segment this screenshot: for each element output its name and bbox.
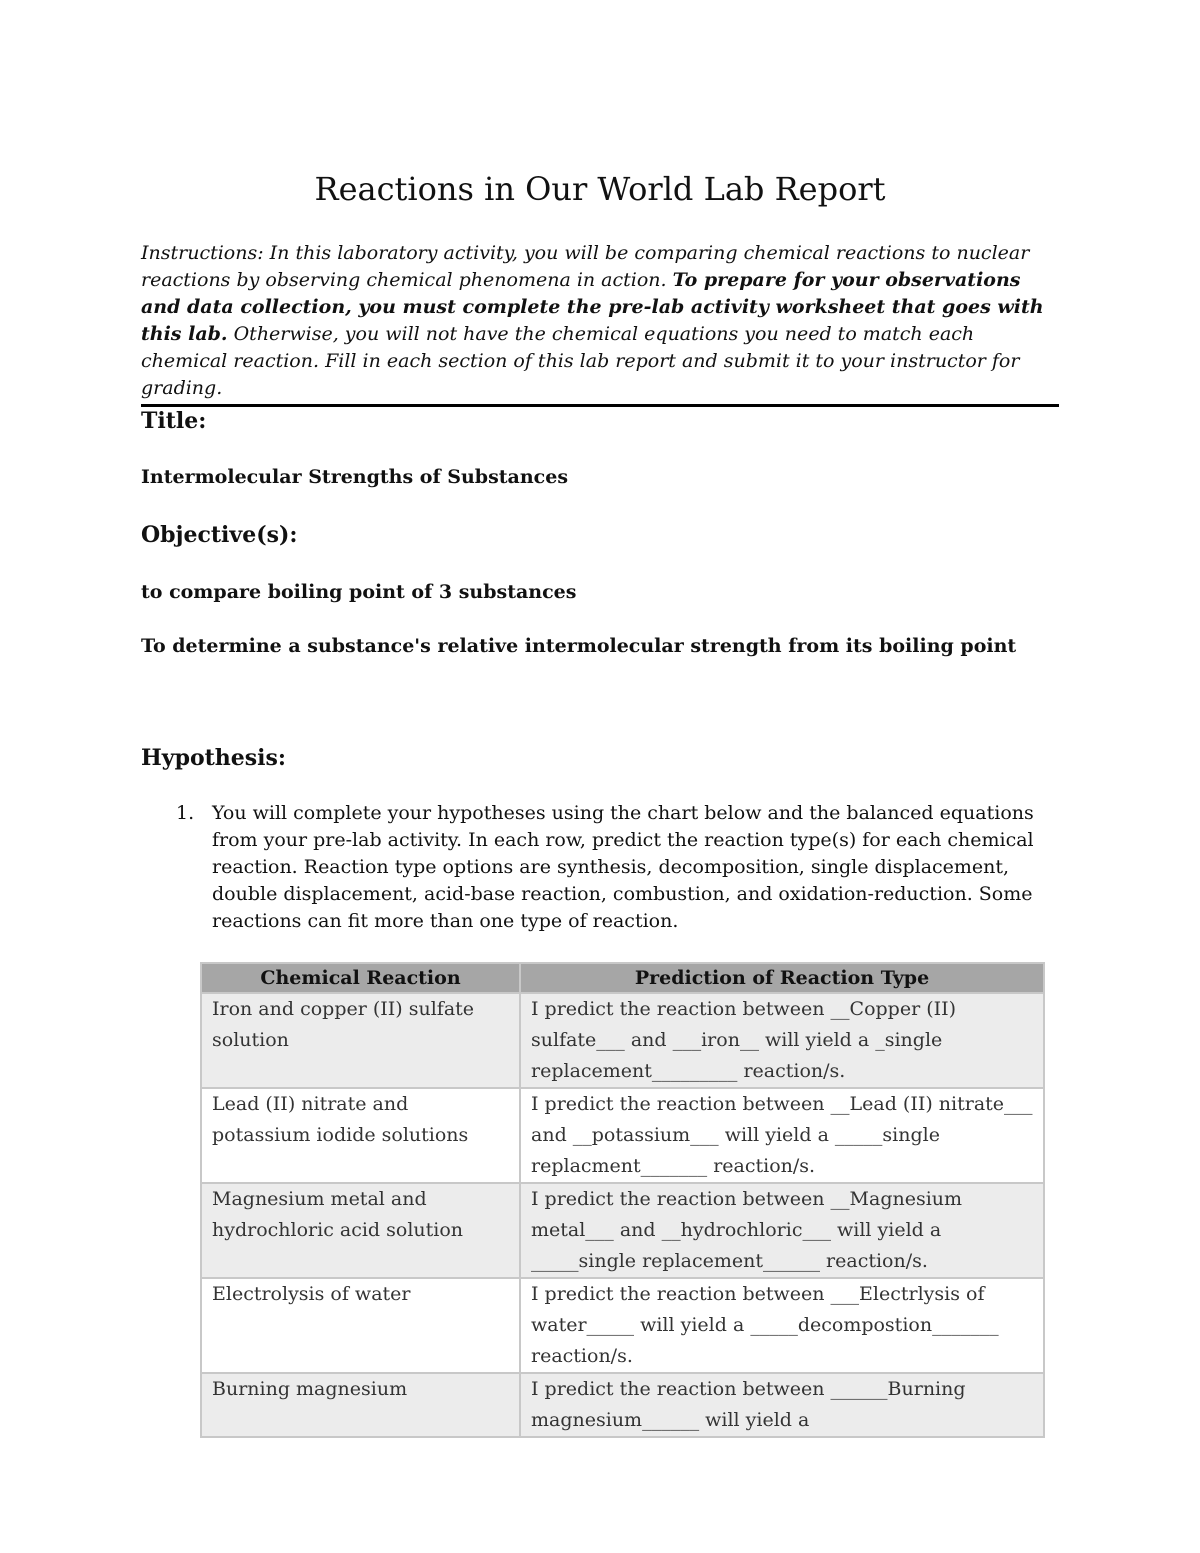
hypothesis-heading: Hypothesis:	[141, 745, 287, 771]
objectives-heading: Objective(s):	[141, 522, 298, 548]
reaction-cell: Electrolysis of water	[201, 1278, 520, 1373]
table-row	[201, 993, 1044, 1088]
list-item-text: You will complete your hypotheses using the chart below and the balanced equations from your pre-lab activity. In each row, predict the reaction type(s) for each chemical reaction. Reaction type options are synthesis, decomposition, single displacement, double displacement, acid-base reaction, combustion, and oxidation-reduction. Some reactions can fit more than one type of reaction.	[212, 802, 1034, 932]
prediction-cell: I predict the reaction between __Copper (II) sulfate___ and ___iron__ will yield a _single replacement_________ reaction/s.	[520, 993, 1044, 1088]
reaction-cell: Magnesium metal and hydrochloric acid solution	[201, 1183, 520, 1278]
title-heading: Title:	[141, 408, 207, 434]
column-header-prediction: Prediction of Reaction Type	[520, 963, 1044, 993]
objective-item: To determine a substance's relative intermolecular strength from its boiling point	[141, 635, 1017, 657]
list-item	[141, 800, 1061, 935]
table-row	[201, 1183, 1044, 1278]
title-value: Intermolecular Strengths of Substances	[141, 466, 569, 488]
prediction-cell: I predict the reaction between __Lead (II) nitrate___ and __potassium___ will yield a _____single replacment_______ reaction/s.	[520, 1088, 1044, 1183]
list-number: 1.	[176, 802, 195, 824]
reaction-cell: Iron and copper (II) sulfate solution	[201, 993, 520, 1088]
objective-item: to compare boiling point of 3 substances	[141, 581, 577, 603]
reaction-cell: Lead (II) nitrate and potassium iodide solutions	[201, 1088, 520, 1183]
reaction-cell: Burning magnesium	[201, 1373, 520, 1437]
table-header-row	[201, 963, 1044, 993]
prediction-cell: I predict the reaction between ___Electrlysis of water_____ will yield a _____decompostion_______ reaction/s.	[520, 1278, 1044, 1373]
table-row	[201, 1088, 1044, 1183]
reaction-prediction-table	[200, 962, 1045, 1438]
column-header-reaction: Chemical Reaction	[201, 963, 520, 993]
document-title: Reactions in Our World Lab Report	[314, 170, 886, 208]
table-row	[201, 1278, 1044, 1373]
hypothesis-list	[141, 800, 1061, 935]
table-row	[201, 1373, 1044, 1437]
instructions-paragraph	[141, 240, 1059, 407]
instructions-text-end: Otherwise, you will not have the chemical equations you need to match each chemical reaction. Fill in each section of this lab report and submit it to your instructor for grading.	[141, 323, 1020, 399]
instructions-bold-text: To prepare for your observations and data collection, you must complete the pre-lab activity worksheet that goes with this lab.	[141, 269, 1044, 345]
instructions-text: Instructions: In this laboratory activity, you will be comparing chemical reactions to nuclear reactions by observing chemical phenomena in action.	[141, 242, 1030, 291]
prediction-cell: I predict the reaction between __Magnesium metal___ and __hydrochloric___ will yield a _____single replacement______ reaction/s.	[520, 1183, 1044, 1278]
prediction-cell: I predict the reaction between ______Burning magnesium______ will yield a	[520, 1373, 1044, 1437]
